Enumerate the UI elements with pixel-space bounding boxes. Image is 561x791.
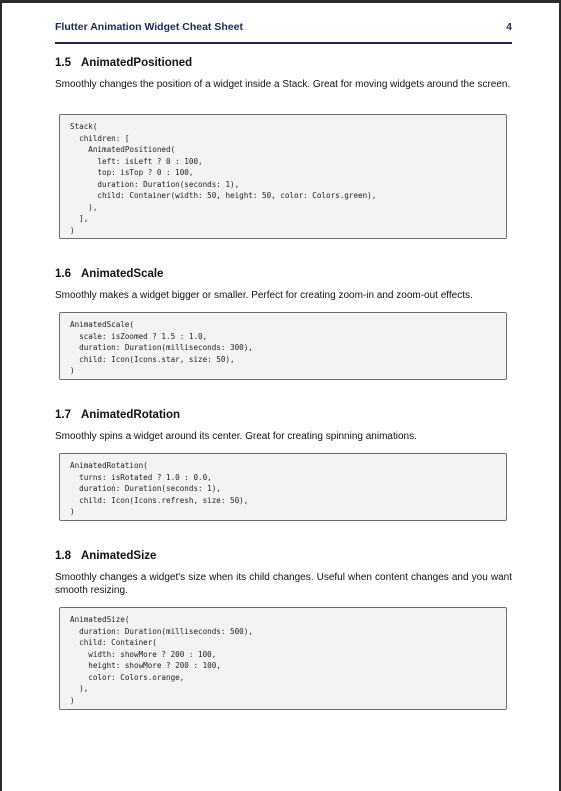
code-line: child: Container(	[70, 638, 157, 647]
code-line: child: Container(width: 50, height: 50, color: Colors.green),	[70, 191, 377, 200]
code-line: duration: Duration(seconds: 1),	[70, 484, 221, 493]
code-line: children: [	[70, 133, 130, 143]
page-number: 4	[506, 21, 512, 33]
section-heading	[55, 548, 512, 564]
section-description: Smoothly changes the position of a widget inside a Stack. Great for moving widgets around the screen.	[55, 79, 511, 90]
section-title: AnimatedRotation	[81, 409, 181, 421]
code-line: child: Icon(Icons.refresh, size: 50),	[70, 495, 249, 505]
section-title: AnimatedSize	[81, 550, 157, 562]
code-line: ),	[70, 684, 89, 693]
code-line: AnimatedSize(	[70, 615, 130, 624]
code-line: child: Icon(Icons.star, size: 50),	[70, 354, 235, 364]
page-frame-top	[0, 0, 561, 3]
code-line: scale: isZoomed ? 1.5 : 1.0,	[70, 331, 208, 341]
section-animated-positioned	[55, 55, 512, 92]
section-heading	[55, 407, 512, 423]
code-line: )	[70, 366, 75, 375]
code-line: width: showMore ? 200 : 100,	[70, 649, 217, 659]
code-line: duration: Duration(seconds: 1),	[70, 179, 240, 189]
code-line: height: showMore ? 200 : 100,	[70, 661, 221, 670]
code-line: Stack(	[70, 122, 98, 131]
code-line: turns: isRotated ? 1.0 : 0.0,	[70, 472, 212, 482]
section-number: 1.5	[55, 57, 71, 69]
code-line: ],	[70, 214, 89, 223]
section-animated-scale	[55, 266, 512, 303]
section-number: 1.8	[55, 550, 71, 562]
code-line: )	[70, 507, 75, 516]
code-line: left: isLeft ? 0 : 100,	[70, 156, 203, 166]
code-line: )	[70, 225, 75, 235]
code-line: AnimatedScale(	[70, 320, 135, 329]
section-heading	[55, 55, 512, 71]
section-number: 1.6	[55, 268, 71, 280]
code-line: AnimatedPositioned(	[70, 145, 176, 154]
code-block-animated-rotation	[59, 453, 507, 521]
code-line: duration: Duration(milliseconds: 300),	[70, 343, 253, 352]
code-line: ),	[70, 202, 98, 212]
code-block-animated-positioned	[59, 114, 507, 239]
code-line: color: Colors.orange,	[70, 672, 185, 682]
code-line: top: isTop ? 0 : 100,	[70, 168, 194, 177]
section-number: 1.7	[55, 409, 71, 421]
section-heading	[55, 266, 512, 282]
section-description: Smoothly makes a widget bigger or smaller. Perfect for creating zoom-in and zoom-out effects.	[55, 290, 473, 301]
section-title: AnimatedScale	[81, 268, 164, 280]
section-animated-size	[55, 548, 512, 597]
page-header	[55, 20, 512, 44]
section-description: Smoothly spins a widget around its center. Great for creating spinning animations.	[55, 431, 417, 442]
section-title: AnimatedPositioned	[81, 57, 193, 69]
code-line: )	[70, 695, 75, 705]
code-line: AnimatedRotation(	[70, 461, 148, 470]
section-description: Smoothly changes a widget's size when its child changes. Useful when content changes and you want smooth resizing.	[55, 572, 512, 596]
code-block-animated-size	[59, 607, 507, 710]
document-title: Flutter Animation Widget Cheat Sheet	[55, 21, 243, 33]
code-line: duration: Duration(milliseconds: 500),	[70, 626, 253, 636]
page-frame-left	[0, 0, 2, 791]
code-block-animated-scale	[59, 312, 507, 380]
section-animated-rotation	[55, 407, 512, 444]
